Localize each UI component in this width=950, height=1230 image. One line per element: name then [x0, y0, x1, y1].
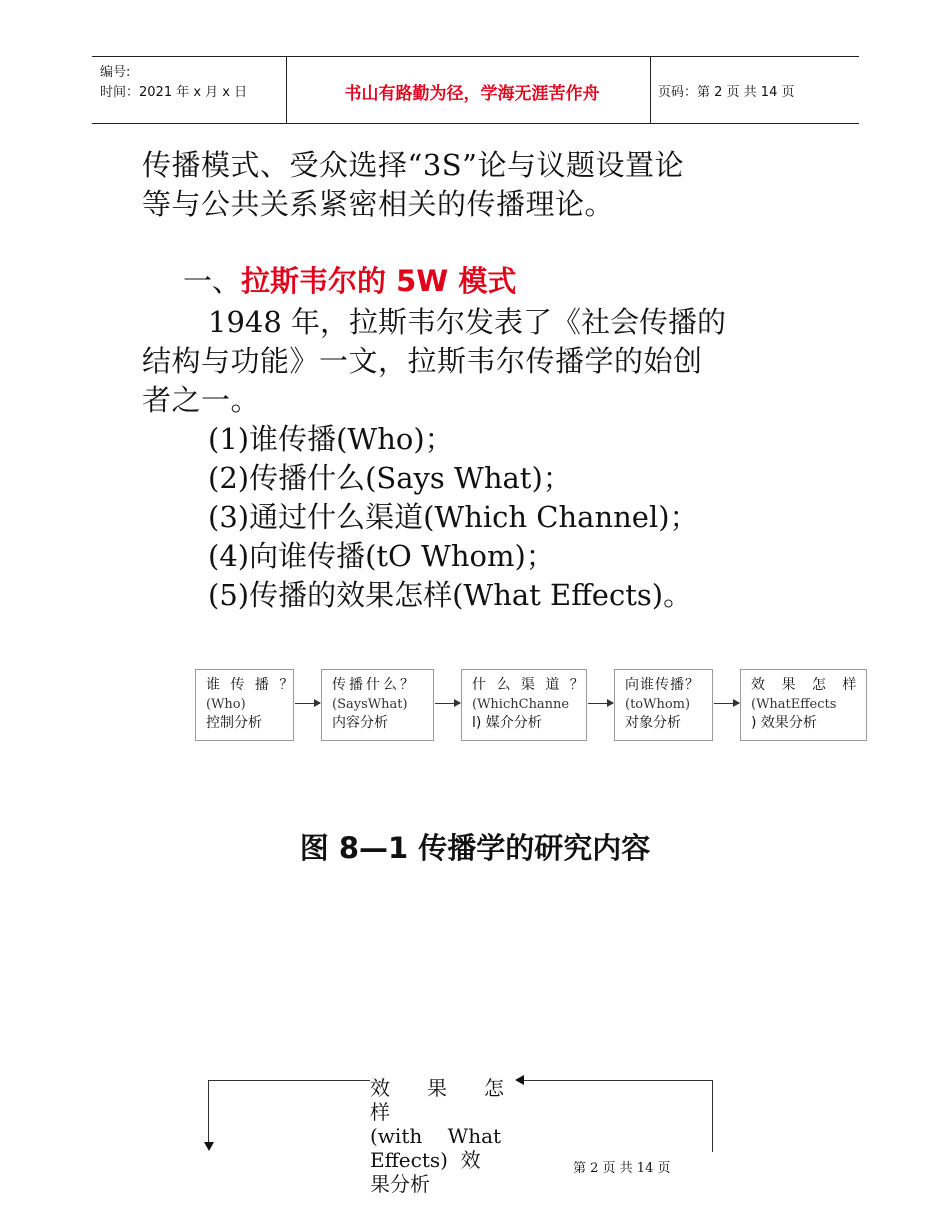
- box-english: (toWhom): [625, 697, 691, 712]
- header-divider: [286, 57, 287, 123]
- page-header: [92, 56, 859, 124]
- bottom-box-line: 果分析: [370, 1172, 430, 1196]
- box-analysis: ) 效果分析: [751, 715, 817, 731]
- loop-line-left: [208, 1080, 209, 1142]
- box-title: 效 果 怎 样: [751, 677, 863, 693]
- list-item: (5)传播的效果怎样(What Effects)。: [208, 578, 693, 612]
- loop-line-top-right: [524, 1080, 713, 1081]
- list-item: (3)通过什么渠道(Which Channel)；: [208, 500, 699, 534]
- box-analysis: l) 媒介分析: [472, 715, 542, 731]
- box-title: 向谁传播？: [625, 677, 700, 693]
- bottom-effects-box: [370, 1076, 512, 1196]
- heading-prefix: 一、: [183, 264, 242, 298]
- intro-line: 传播模式、受众选择“3S”论与议题设置论: [142, 148, 684, 182]
- flow-arrow: [435, 703, 460, 704]
- bottom-box-line: 效 果 怎 样: [370, 1076, 512, 1124]
- time-label: 时间：2021 年 x 月 x 日: [100, 85, 248, 100]
- loop-line-top-left: [208, 1080, 370, 1081]
- box-title: 什 么 渠 道 ？: [472, 677, 587, 693]
- paragraph-line: 结构与功能》一文，拉斯韦尔传播学的始创: [142, 344, 703, 378]
- diagram-box-channel: [461, 669, 587, 741]
- diagram-box-says-what: [321, 669, 434, 741]
- left-arrow-icon: [515, 1075, 524, 1085]
- list-item: (2)传播什么(Says What)；: [208, 461, 572, 495]
- heading-title: 拉斯韦尔的 5W 模式: [241, 264, 517, 298]
- diagram-box-who: [195, 669, 297, 741]
- paragraph-line: 者之一。: [142, 383, 261, 417]
- box-title: 传播什么？: [332, 677, 417, 693]
- flow-arrow: [588, 703, 613, 704]
- box-title: 谁 传 播 ？: [206, 677, 297, 693]
- flow-arrow: [714, 703, 739, 704]
- box-english: (SaysWhat): [332, 697, 408, 712]
- intro-line: 等与公共关系紧密相关的传播理论。: [142, 187, 615, 221]
- loop-line-right: [712, 1080, 713, 1152]
- bottom-box-line: (with What: [370, 1124, 502, 1148]
- paragraph-line: 1948 年，拉斯韦尔发表了《社会传播的: [208, 305, 727, 339]
- box-analysis: 内容分析: [332, 715, 388, 731]
- serial-label: 编号:: [100, 65, 131, 80]
- box-english: (WhatEffects: [751, 697, 837, 712]
- box-english: (WhichChanne: [472, 697, 570, 712]
- list-item: (1)谁传播(Who)；: [208, 422, 454, 456]
- bottom-box-line: Effects) 效: [370, 1148, 481, 1172]
- diagram-box-to-whom: [614, 669, 713, 741]
- diagram-box-effects: [740, 669, 867, 741]
- section-heading: [183, 262, 516, 301]
- header-motto: 书山有路勤为径，学海无涯苦作舟: [344, 84, 600, 104]
- page-footer: 第 2 页 共 14 页: [573, 1161, 671, 1176]
- header-page-number: 页码：第 2 页 共 14 页: [658, 85, 795, 100]
- figure-caption: 图 8—1 传播学的研究内容: [299, 831, 651, 865]
- box-analysis: 控制分析: [206, 715, 262, 731]
- box-analysis: 对象分析: [625, 715, 681, 731]
- header-divider: [650, 57, 651, 123]
- box-english: (Who): [206, 697, 246, 712]
- down-arrow-icon: [204, 1142, 214, 1151]
- list-item: (4)向谁传播(tO Whom)；: [208, 539, 555, 573]
- flow-arrow: [295, 703, 320, 704]
